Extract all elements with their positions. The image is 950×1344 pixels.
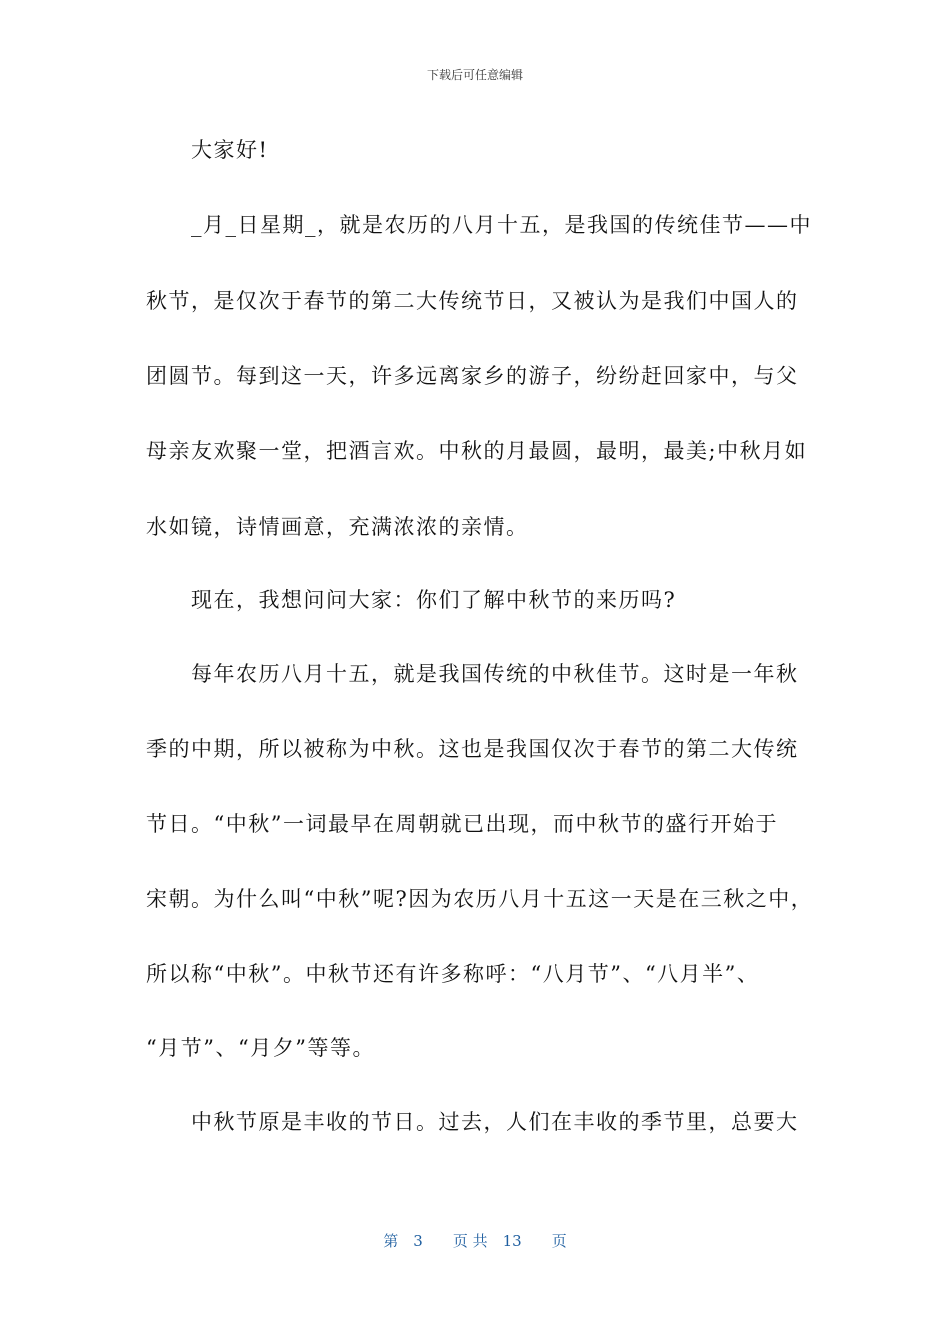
page-number-footer: 第 3 页 共 13 页	[383, 1232, 567, 1250]
text-line: 大家好!	[146, 138, 269, 162]
text-line: 水如镜，诗情画意，充满浓浓的亲情。	[146, 515, 529, 539]
text-line: 所以称“中秋”。中秋节还有许多称呼：“八月节”、“八月半”、	[146, 962, 760, 986]
text-line: 宋朝。为什么叫“中秋”呢?因为农历八月十五这一天是在三秋之中，	[146, 887, 814, 911]
text-line: 节日。“中秋”一词最早在周朝就已出现，而中秋节的盛行开始于	[146, 812, 778, 836]
text-line: 中秋节原是丰收的节日。过去，人们在丰收的季节里，总要大	[146, 1110, 799, 1134]
text-line: 团圆节。每到这一天，许多远离家乡的游子，纷纷赶回家中，与父	[146, 364, 799, 388]
text-line: 母亲友欢聚一堂，把酒言欢。中秋的月最圆，最明，最美;中秋月如	[146, 439, 808, 463]
text-line: 现在，我想问问大家：你们了解中秋节的来历吗?	[146, 588, 677, 612]
text-line: 秋节，是仅次于春节的第二大传统节日，又被认为是我们中国人的	[146, 289, 799, 313]
text-line: 季的中期，所以被称为中秋。这也是我国仅次于春节的第二大传统	[146, 737, 799, 761]
page-header-note: 下载后可任意编辑	[426, 68, 523, 82]
text-line: “月节”、“月夕”等等。	[146, 1036, 375, 1060]
text-line: 每年农历八月十五，就是我国传统的中秋佳节。这时是一年秋	[146, 662, 799, 686]
text-line: _月_日星期_，就是农历的八月十五，是我国的传统佳节——中	[146, 213, 812, 237]
